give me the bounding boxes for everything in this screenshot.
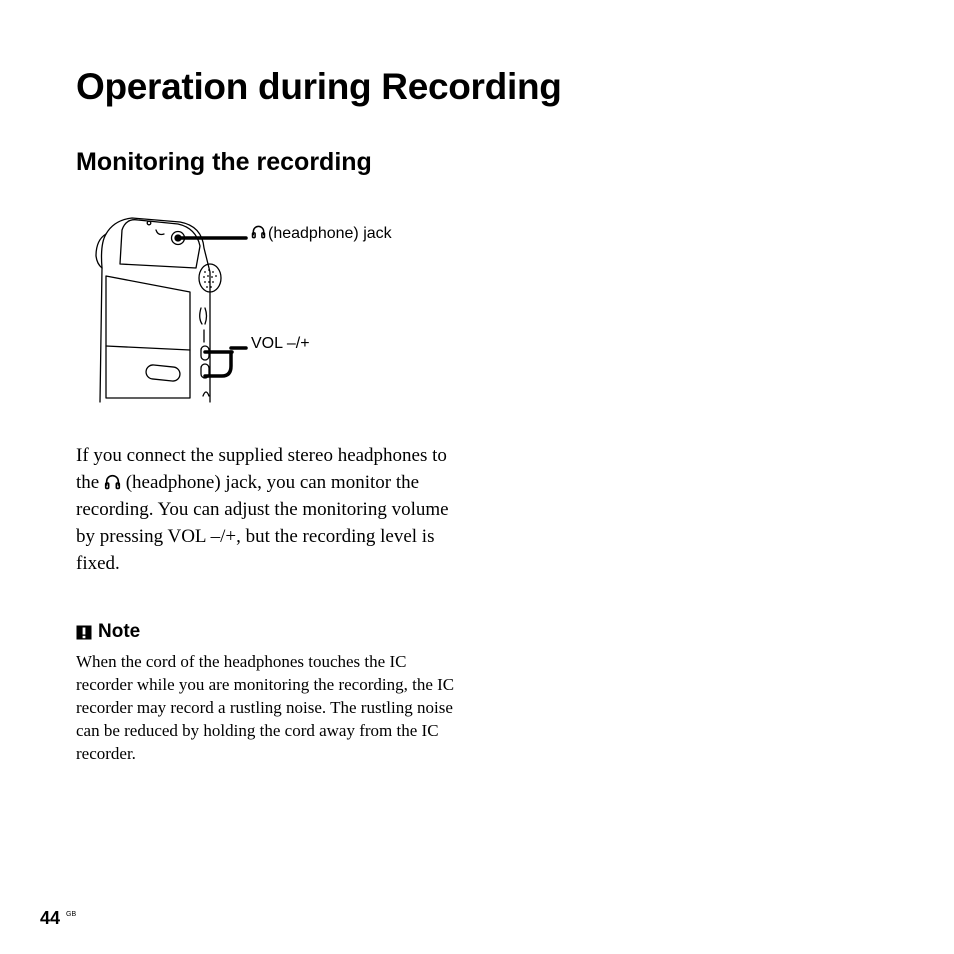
note-heading-text: Note	[98, 621, 141, 642]
page-number: 44	[40, 908, 61, 928]
page-title: Operation during Recording	[76, 66, 562, 107]
headphone-jack-label	[251, 224, 392, 244]
vol-label: VOL –/+	[251, 335, 310, 352]
section-title: Monitoring the recording	[76, 148, 372, 176]
note-heading	[76, 620, 140, 644]
page-region-code: GB	[66, 911, 77, 918]
note-icon	[76, 625, 92, 640]
headphone-icon	[104, 473, 121, 490]
note-text: When the cord of the headphones touches the IC recorder while you are monitoring the recording, the IC recorder may record a rustling noise. The rustling noise can be reduced by holding the cord away from the IC recorder.	[76, 652, 455, 763]
body-text-part-1: If you connect the supplied stereo headphones to the	[76, 445, 447, 493]
headphone-jack-label-text: (headphone) jack	[268, 225, 392, 242]
body-paragraph	[76, 442, 468, 577]
headphone-icon	[251, 224, 266, 239]
body-text-part-2: (headphone) jack, you can monitor the recording. You can adjust the monitoring volume by pressing VOL –/+, but the recording level is fixed.	[76, 472, 449, 574]
